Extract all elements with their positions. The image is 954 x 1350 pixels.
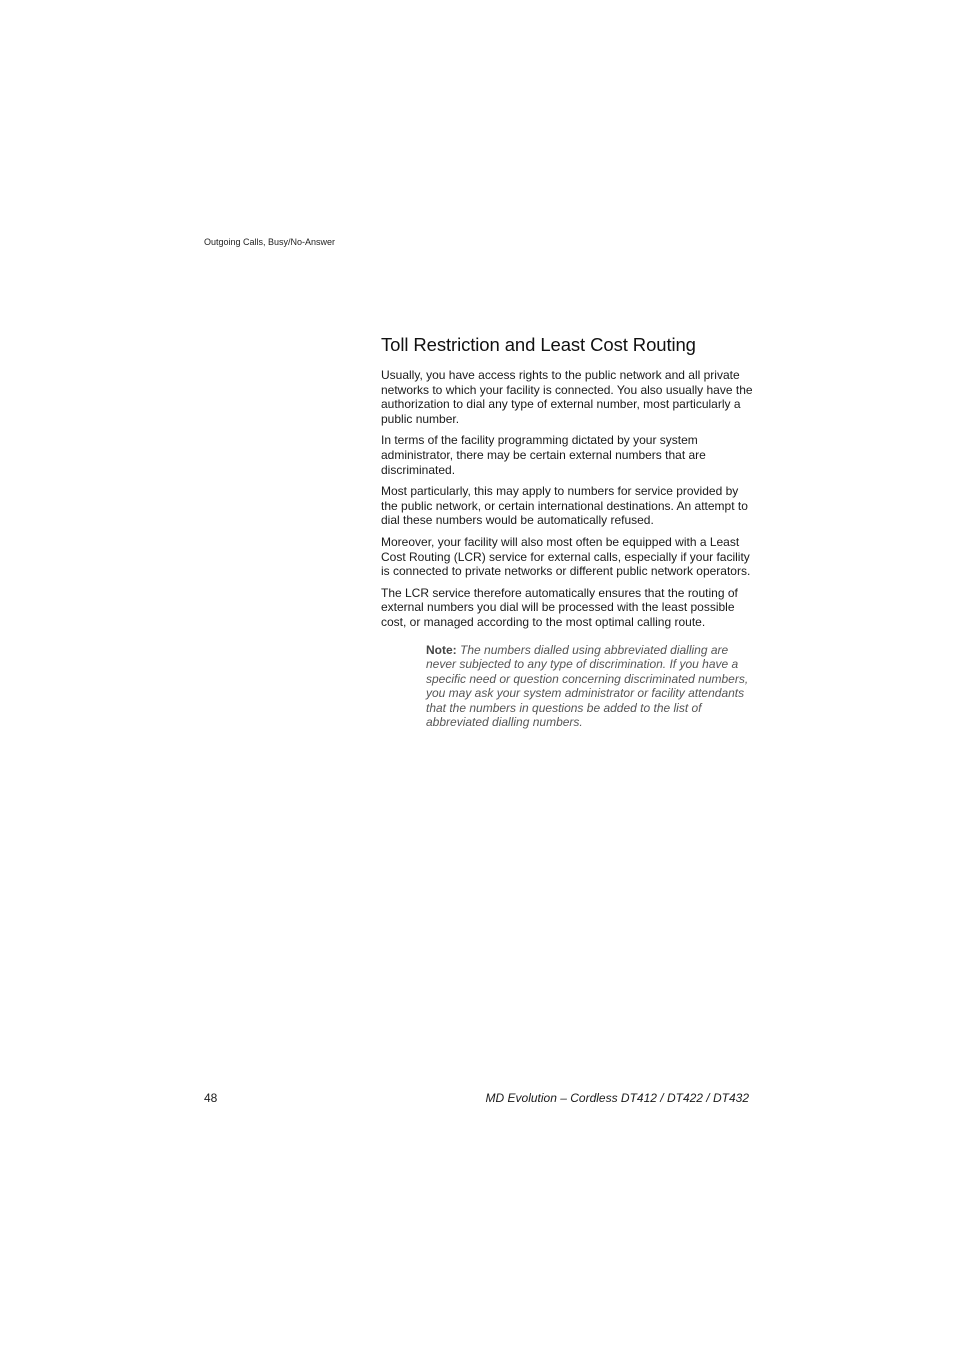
note-text: The numbers dialled using abbreviated dialling are never subjected to any type of discrimination. If you have a specific need or question concerning discriminated numbers, you may ask your system administrator or facility attendants that the numbers in questions be added to the list of abbreviated dialling numbers. — [426, 642, 749, 729]
document-title: MD Evolution – Cordless DT412 / DT422 / DT432 — [485, 1091, 749, 1105]
paragraph-facility-programming: In terms of the facility programming dictated by your system administrator, there may be certain external numbers that are discriminated. — [381, 433, 706, 477]
paragraph-access-rights: Usually, you have access rights to the public network and all private networks to which your facility is connected. You also usually have the authorization to dial any type of external number, most particularly a public number. — [381, 368, 753, 426]
page-number: 48 — [204, 1091, 218, 1105]
paragraph-discriminated-numbers: Most particularly, this may apply to numbers for service provided by the public network, or certain international destinations. An attempt to dial these numbers would be automatically refused. — [381, 484, 748, 528]
section-title: Toll Restriction and Least Cost Routing — [381, 334, 696, 355]
main-content — [381, 333, 753, 730]
note-block — [426, 643, 753, 730]
paragraph-lcr-routing: The LCR service therefore automatically ensures that the routing of external numbers you dial will be processed with the least possible cost, or managed according to the most optimal calling route. — [381, 585, 738, 629]
note-label: Note: — [426, 642, 457, 657]
running-header: Outgoing Calls, Busy/No-Answer — [204, 237, 336, 247]
paragraph-lcr-service: Moreover, your facility will also most often be equipped with a Least Cost Routing (LCR) service for external calls, especially if your facility is connected to private networks or different public network operators. — [381, 534, 751, 579]
